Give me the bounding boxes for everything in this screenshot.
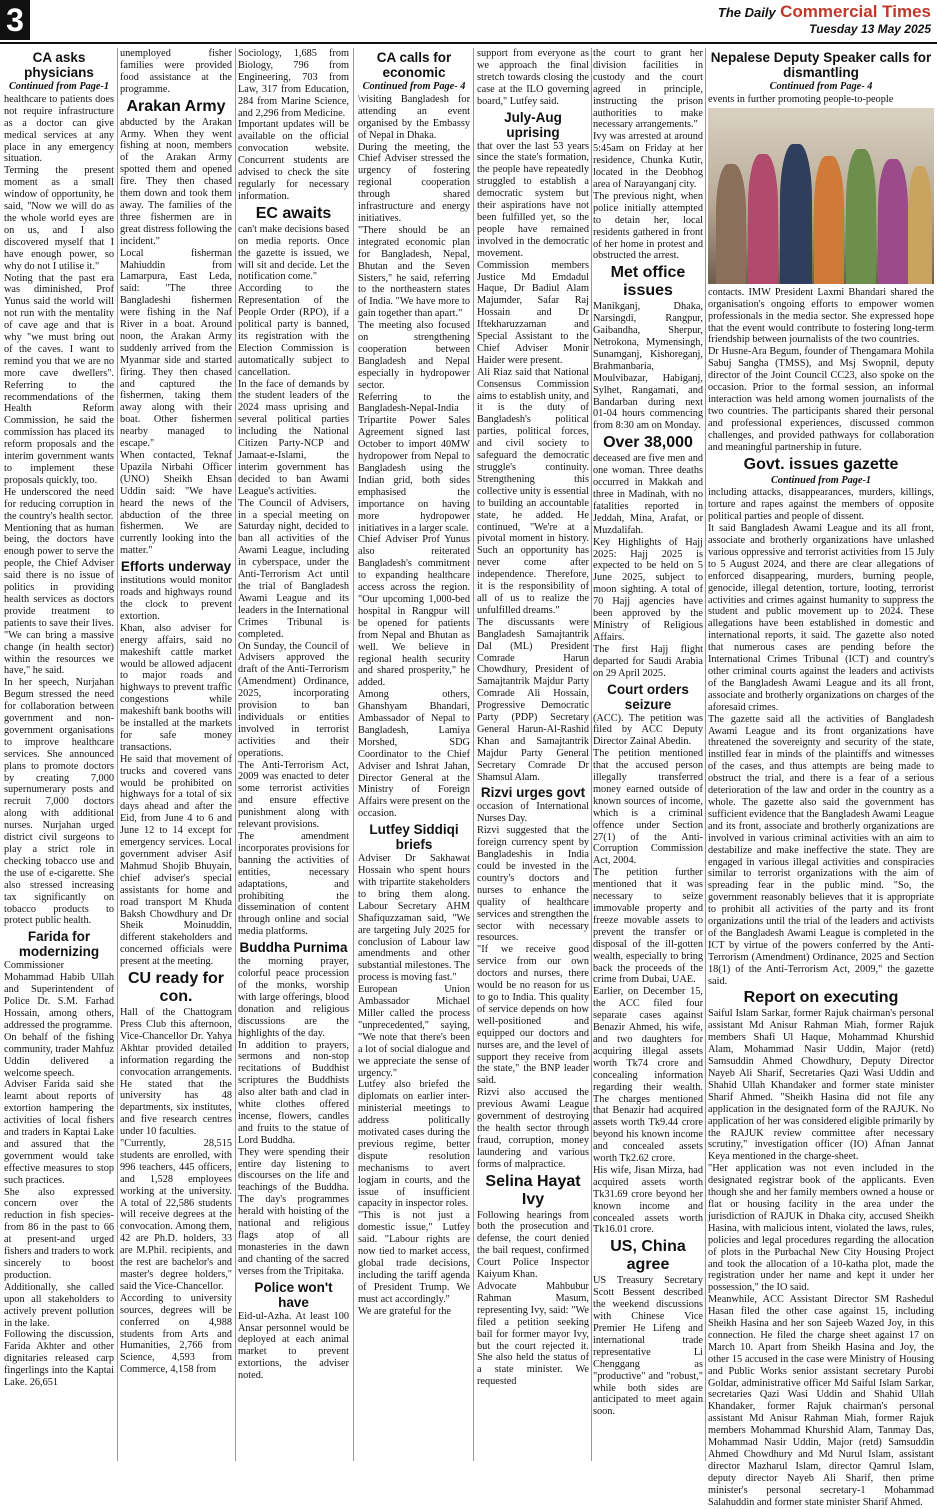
paragraph: Local fisherman Mahiuddin from Lamarpura, East Leda, said: "The three Bangladeshi fishermen were fishing in the Naf River in a boat. Around noon, the Arakan Army suddenly arrived from the Myanmar side and started firing. They then chased and captured the fishermen, taking them away along with their boat. Other fishermen nearby managed to escape." — [120, 247, 232, 450]
headline-govt-issues-gazette: Govt. issues gazette — [743, 455, 899, 473]
paragraph: The first Hajj flight departed for Saudi Arabia on 29 April 2025. — [593, 643, 703, 679]
paragraph: The discussants were Bangladesh Samajtantrik Dal (ML) President Comrade Harun Chowdhury, President of Samajtantrik Majdur Party Comrade Ali Hossain, Progressive Democratic Party (PDP) Secretary General Harun-Al-Rashid Khan and Samajtantrik Majdur Party General Secretary Comrade Dr Shamsul Alam. — [477, 616, 589, 783]
paragraph: Additionally, she called upon all stakeholders to actively prevent pollution in the lake. — [4, 1281, 114, 1329]
paragraph: abducted by the Arakan Army. When they went fishing at noon, members of the Arakan Army spotted them and opened fire. They then chased them down and took them away. The families of the three fishermen are in great distress following the incident." — [120, 116, 232, 247]
paragraph: Among others, Ghanshyam Bhandari, Ambassador of Nepal to Bangladesh, Lamiya Morshed, SDG Coordinator to the Chief Adviser and Ishrat Jahan, Director General at the Ministry of Foreign Affairs were present on the occasion. — [358, 689, 470, 820]
paragraph: It said Bangladesh Awami League and its all front, associate and brotherly organizations have unlashed various oppressive and terrorist activities from 15 July to 5 August 2024, and there are clear allegations of enforced disappearing, murders, burning people, genocide, illegal detention, torture, looting, terrorist activities and crimes against humanity to suppress the student and public movement up to 2024. These allegations have been established in domestic and international reports, it said. The gazette also noted that numerous cases are pending before the International Crimes Tribunal (ICT) and country's other criminal courts against the leaders and activists of the Bangladesh Awami League and its all front, associate and brotherly organizations on charges of the aforesaid crimes. — [708, 523, 934, 713]
paragraph: Noting that the past era was diminished, Prof Yunus said the world will not run with the mentality of cave age and that is why "we must bring out of the caves. I want to remind you that we are no more cave dwellers". Referring to the recommendations of the Health Reform Commission, he said the commission has placed its reform proposals and the interim government wants to implement these proposals quickly, too. — [4, 272, 114, 486]
headline-farida-for-modernizing: Farida for modernizing — [18, 929, 100, 960]
masthead — [718, 2, 931, 36]
brand-name: Commercial Times — [780, 2, 931, 21]
paragraph: "Currently, 28,515 students are enrolled, with 996 teachers, 445 officers, and 1,528 employees working at the university. A total of 22,586 students will receive degrees at the convocation. Among them, 42 are Ph.D. holders, 33 are M.Phil. recipients, and the rest are bachelor's and master's degree holders," said the Vice-Chancellor. — [120, 1138, 232, 1292]
paragraph: Eid-ul-Azha. At least 100 Ansar personnel would be deployed at each animal market to prevent extortions, the adviser noted. — [238, 1310, 349, 1382]
headline-nepalese-deputy-speaker: Nepalese Deputy Speaker calls for dismantling — [710, 50, 932, 80]
column-divider — [235, 48, 236, 1461]
column-divider — [591, 48, 592, 1461]
paragraph: Ali Riaz said that National Consensus Commission aims to establish unity, and it is the duty of Bangladesh's political parties, political forces, and civil society to safeguard the democratic struggle's continuity. Strengthening this collective unity is essential to building an accountable state, he added. He continued, "We're at a pivotal moment in history. Such an opportunity has never come after independence. Therefore, it is the responsibility of all of us to realize the unfulfilled dreams." — [477, 366, 589, 616]
paragraph: Terming the present moment as a small window of opportunity, he said, "Now we will do as the whole world eyes are on us, and I also discovered myself that I have enough power, so why do not I utilise it." — [4, 165, 114, 272]
paragraph: According to the Representation of the People Order (RPO), if a political party is banned, its registration with the Election Commission is automatically subject to cancellation. — [238, 283, 349, 378]
column-7 — [708, 48, 934, 1508]
headline-ec-awaits: EC awaits — [255, 204, 332, 222]
paragraph: Lutfey also briefed the diplomats on earlier inter-ministerial meetings to address politically motivated cases during the previous regime, better dispute resolution mechanisms to avert logjam in courts, and the issue of insufficient capacity in inspector roles. — [358, 1079, 470, 1210]
headline-ca-calls-for-economic: CA calls for economic — [376, 50, 452, 80]
paragraph: We are grateful for the — [358, 1305, 451, 1317]
paragraph: Dr Husne-Ara Begum, founder of Thengamara Mohila Sabuj Sangha (TMSS), and Msj Swopnil, deputy director of the Joint Council CC23, also spoke on the occasion. Prior to the formal session, an informal interaction was held among women journalists of the two countries. The participants shared their personal and professional experiences, discussed common challenges, and provided pathways for collaboration and meaningful partnership in future. — [708, 346, 934, 453]
paragraph: Meanwhile, ACC Assistant Director SM Rashedul Hasan filed the other case against 15, including Sheikh Hasina and her son Sajeeb Wazed Joy, in this connection. He filed the charge sheet against 17 on March 10. Apart from Sheikh Hasina and Joy, the other 15 accused in the case were Ministry of Housing and Public Works senior assistant secretary Purobi Goldar, administrative officer Md Saiful Islam Sarkar, secretaries Qazi Wasi Uddin and Shahid Ullah Khandaker, former Rajuk chairman's personal assistant Md Anisur Rahman Miah, former Rajuk members Mohammad Khurshid Alam, Tanmay Das, Mohammad Nasir Uddin, Major (retd) Samsuddin Ahmed Chowdhury and Md Nurul Islam, assistant director Mazharul Islam, director Qamrul Islam, deputy director Nayeb Ali Sharif, then prime minister's personal secretary-1 Mohammad Salahuddin and former state minister Sharif Ahmed. — [708, 1294, 934, 1508]
paragraph: On Sunday, the Council of Advisers approved the draft of the Anti-Terrorism (Amendment) Ordinance, 2025, incorporating provision to ban individuals or entities involved in terrorist activities and their operations. — [238, 640, 349, 759]
paragraph: institutions would monitor roads and highways round the clock to prevent extortion. — [120, 575, 232, 622]
paragraph: The Council of Advisers, in a special meeting on Saturday night, decided to ban all activities of the Awami League, including in cyberspace, under the Anti-Terrorism Act until the trial of Bangladesh Awami League and its leaders in the International Crimes Tribunal is completed. — [238, 497, 349, 640]
paragraph: They were spending their entire day listening to discourses on the life and teachings of the Buddha. The day's programmes herald with hoisting of the national and religious flags atop of all monasteries in the dawn and chanting of the sacred verses from the Tripitaka. — [238, 1146, 349, 1277]
paragraph: On behalf of the fishing community, trader Mahfuz Uddin delivered a welcome speech. — [4, 1031, 114, 1079]
paragraph: European Union Ambassador Michael Miller called the process "unprecedented," saying, "We note that there's been a lot of social dialogue and we appreciate the sense of urgency." — [358, 984, 470, 1079]
paragraph: the morning prayer, colorful peace procession of the monks, worship with large offerings, blood donation and religious discussions are the highlights of the day. — [238, 956, 349, 1039]
continued-note: Continued from Page-1 — [8, 81, 110, 92]
paragraph: Commissioner Mohammad Habib Ullah and Superintendent of Police Dr. S.M. Farhad Hossain, among others, addressed the programme. — [4, 960, 114, 1031]
column-5 — [477, 48, 589, 1461]
paragraph: events in further promoting people-to-people — [708, 93, 894, 105]
paragraph: In addition to prayers, sermons and non-stop recitations of Buddhist scriptures the Buddhists also alter bath and clad in white clothes offered incense, flowers, candles and fruits to the statue of Lord Buddha. — [238, 1039, 349, 1146]
paragraph: Mentioning that as human being, the doctors have enough power to serve the people, the Chief Adviser said there is no issue of politics in providing health services as doctors provide treatment to patients to save their lives. "We can bring a massive change (in health sector) within the resources we have," he said. — [4, 522, 114, 677]
paragraph: that over the last 53 years since the state's formation, the people have repeatedly struggled to establish a democratic system but their aspirations have not been fulfilled yet, so the people have remained involved in the democratic movement. — [477, 140, 589, 259]
column-divider — [353, 48, 354, 1461]
paragraph: including attacks, disappearances, murders, killings, torture and rapes against the members of opposite political parties and people of dissent. — [708, 487, 934, 523]
paragraph: She also expressed concern over the reduction in fish species-from 86 in the past to 66 at present-and urged fishers and traders to work sincerely to boost production. — [4, 1186, 114, 1281]
paragraph: Commission members Justice Md Emdadul Haque, Dr Badiul Alam Majumder, Safar Raj Hossain and Dr Iftekharuzzaman and Special Assistant to the Chief Adviser Monir Haider were present. — [477, 259, 589, 366]
headline-report-on-executing: Report on executing — [743, 989, 899, 1007]
headline-court-orders-seizure: Court orders seizure — [607, 681, 689, 712]
paragraph: the court to grant her division facilities in custody and the court agreed in principle, instructing the prison authorities to make necessary arrangements." — [593, 48, 703, 131]
continued-note: Continued from Page-1 — [770, 474, 872, 486]
paragraph: The amendment incorporates provisions for banning the activities of entities, necessary adaptations, and prohibiting the dissemination of content through online and social media platforms. — [238, 831, 349, 938]
paragraph: deceased are five men and one woman. Three deaths occurred in Makkah and three in Madinah, with no fatalities reported in Jeddah, Mina, Arafat, or Muzdalifah. — [593, 453, 703, 536]
paragraph: The meeting also focused on strengthening cooperation between Bangladesh and Nepal especially in hydropower sector. — [358, 320, 470, 391]
headline-over-38000: Over 38,000 — [603, 434, 693, 452]
paragraph: The Anti-Terrorism Act, 2009 was enacted to deter some terrorist activities and ensure effective punishment along with relevant provisions. — [238, 759, 349, 831]
paragraph: In the face of demands by the student leaders of the 2024 mass uprising and several political parties including the National Citizen Party-NCP and Jamaat-e-Islami, the interim government has decided to ban Awami League's activities. — [238, 378, 349, 497]
paragraph: Khan, also adviser for energy affairs, said no makeshift cattle market would be allowed adjacent to major roads and highways to prevent traffic congestions while makeshift bank booths will be installed at the markets for safe money transactions. — [120, 622, 232, 753]
paragraph: Chief Adviser Prof Yunus also reiterated Bangladesh's commitment to expanding healthcare access across the region. "Our upcoming 1,000-bed hospital in Rangpur will be opened for patients from Nepal and Bhutan as well. We believe in regional health security and shared prosperity," he added. — [358, 534, 470, 689]
paragraph: "Her application was not even included in the designated registrar book of the applicants. Even though she and her family members owned a house or flat or housing facility in the area under the jurisdiction of RAJUK in Dhaka city, accused Sheikh Hasina, with malicious intent, violated the laws, rules, policies and legal procedures regarding the allocation of plots in the Purbachal New City Housing Project and took the allocation of a 10-katha plot, made the registration under her name and kept it under her possession," the IO said. — [708, 1163, 934, 1294]
paragraph: Rizvi suggested that the foreign currency spent by Bangladeshis in India could be invested in the country's doctors and nurses to enhance the quality of healthcare services and strengthen the sector with necessary resources. — [477, 825, 589, 944]
issue-date: Tuesday 13 May 2025 — [809, 22, 931, 36]
paragraph: (ACC). The petition was filed by ACC Deputy Director Zainal Abedin. — [593, 712, 703, 748]
headline-ca-asks-physicians: CA asks physicians — [24, 50, 94, 80]
continued-note: Continued from Page- 4 — [769, 81, 873, 92]
paragraph: When contacted, Teknaf Upazila Nirbahi Officer (UNO) Sheikh Ehsan Uddin said: "We have heard the news of the abduction of the three fishermen. We are currently looking into the matter." — [120, 450, 232, 557]
column-1 — [4, 48, 114, 1461]
column-4 — [358, 48, 470, 1461]
paragraph: unemployed fisher families were provided food assistance at the programme. — [120, 48, 232, 95]
paragraph: occasion of International Nurses Day. — [477, 801, 589, 825]
paragraph: Referring to the Bangladesh-Nepal-India Tripartite Power Sales Agreement signed last October to import 40MW hydropower from Nepal to Bangladesh using the Indian grid, both sides emphasised the importance on having more hydropower initiatives in a larger scale. — [358, 391, 470, 534]
paragraph: Rizvi also accused the previous Awami League government of destroying the health sector through fraud, corruption, money laundering and various forms of malpractice. — [477, 1087, 589, 1170]
paragraph: He said that movement of trucks and covered vans would be prohibited on highways for a total of six days ahead and after the Eid, from June 4 to 6 and June 12 to 14 except for emergency services. Local government adviser Asif Mahmud Shojib Bhuyain, chief adviser's special assistants for home and road transport M Khuda Baksh Chowdhury and Dr Sheik Moinuddin, different stakeholders and concerned officials were present at the meeting. — [120, 753, 232, 968]
paragraph: Key Highlights of Hajj 2025: Hajj 2025 is expected to be held on 5 June 2025, subject to moon sighting. A total of 70 Hajj agencies have been approved by the Ministry of Religious Affairs. — [593, 536, 703, 643]
column-divider — [117, 48, 118, 1461]
paragraph: US Treasury Secretary Scott Bessent described the weekend discussions with Chinese Vice Premier He Lifeng and international trade representative Li Chenggang as "productive" and "robust," while both sides are anticipated to meet again soon. — [593, 1275, 703, 1418]
headline-selina-hayat-ivy: Selina Hayat Ivy — [485, 1172, 581, 1208]
paragraph: Hall of the Chattogram Press Club this afternoon, Vice-Chancellor Dr. Yahya Akhtar provided detailed information regarding the convocation arrangements. He stated that the university has 48 departments, six institutes, and five research centres under 10 faculties. — [120, 1007, 232, 1138]
paragraph: The gazette said all the activities of Bangladesh Awami League and its front organizations have threatened the sovereignty and security of the state, instilled fear in minds of the plaintiffs and witnesses of the cases, and thus attempts are being made to obstruct the trial, and there is a fear of a serious deterioration of the law and order in the country as a whole. The gazette also said the government has sufficient evidence that the Bangladesh Awami League and its front, associate and brotherly organizations are involved in various criminal activities with an aim to destabilize and make ineffective the state. They are engaged in various illegal activities and conspiracies similar to terrorist organizations with the aim of spreading fear in the public mind. "So, the government reasonably believes that it is appropriate to prohibit all activities of the party and its front organizations until the trial of the leaders and activists of the Bangladesh Awami League is completed in the ICT by virtue of the powers conferred by the Anti-Terrorism (Amendment) Ordinance, 2025 and Section 18(1) of the Anti-Terrorism Act, 2009," the gazette said. — [708, 713, 934, 987]
paragraph: can't make decisions based on media reports. Once the gazette is issued, we will sit and decide. Let the notification come." — [238, 223, 349, 283]
paragraph: Earlier, on December 15, the ACC filed four separate cases against Benazir Ahmed, his wife, and two daughters for acquiring illegal assets worth Tk74 crore and concealing information regarding their wealth. The charges mentioned that Benazir had acquired assets worth Tk9.44 crore beyond his known income and concealed assets worth Tk2.62 crore. — [593, 986, 703, 1165]
paragraph: Following hearings from both the prosecution and defense, the court denied the bail request, confirmed Court Police Inspector Kaiyum Khan. — [477, 1209, 589, 1281]
paragraph: \visiting Bangladesh for attending an event organised by the Embassy of Nepal in Dhaka. — [358, 93, 470, 141]
paragraph: "If we receive good service from our own doctors and nurses, there would be no reason for us to go to India. This quality of service depends on how well-positioned and equipped our doctors and nurses are, and the level of support they receive from the state," the BNP leader said. — [477, 944, 589, 1087]
paragraph: He underscored the need for reducing corruption in the country's health sector. — [4, 486, 114, 522]
paragraph: Advocate Mahbubur Rahman Masum, representing Ivy, said: "We filed a petition seeking bail for former mayor Ivy, but the court rejected it. She also held the status of a state minister. We requested — [477, 1281, 589, 1388]
brand-prefix: The Daily — [717, 5, 776, 20]
headline-us-china-agree: US, China agree — [610, 1238, 686, 1274]
column-6 — [593, 48, 703, 1461]
column-divider — [473, 48, 474, 1461]
paragraph: "There should be an integrated economic plan for Bangladesh, Nepal, Bhutan and the Seven Sisters," he said, referring to the northeastern states of India. "We have more to gain together than apart." — [358, 224, 470, 320]
paragraph: Sociology, 1,685 from Biology, 796 from Engineering, 703 from Law, 317 from Education, 284 from Marine Science, and 2,296 from Medicine. — [238, 48, 349, 119]
headline-lutfey-siddiqi-briefs: Lutfey Siddiqi briefs — [369, 822, 459, 853]
paragraph: Adviser Dr Sakhawat Hossain who spent hours with tripartite stakeholders to bring them along. Labour Secretary AHM Shafiquzzaman said, "We are targeting July 2025 for conclusion of Labour law amendments and other substantial milestones. The process is moving fast." — [358, 853, 470, 984]
paragraph: During the meeting, the Chief Adviser stressed the urgency of fostering regional cooperation through shared infrastructure and energy initiatives. — [358, 141, 470, 224]
headline-rizvi-urges-govt: Rizvi urges govt — [480, 785, 586, 801]
paragraph: Important updates will be available on the official convocation website. Concurrent students are advised to check the site regularly for necessary information. — [238, 119, 349, 202]
event-photo — [708, 108, 934, 284]
paragraph: Following the discussion, Farida Akhter and other dignitaries released carp fingerlings into the Kaptai Lake. 26,651 — [4, 1329, 114, 1389]
column-2 — [120, 48, 232, 1461]
column-3 — [238, 48, 349, 1461]
paragraph: The petition mentioned that the accused person illegally transferred money earned outside of known sources of income, which is a criminal offence under Section 27(1) of the Anti-Corruption Commission Act, 2004. — [593, 748, 703, 867]
paragraph: The previous night, when police initially attempted to detain her, local residents gathered in front of her home in protest and obstructed the arrest. — [593, 190, 703, 262]
paragraph: healthcare to patients does not require infrastructure as a doctor can give medical services at any place in any emergency situation. — [4, 93, 114, 165]
headline-efforts-underway: Efforts underway — [120, 559, 232, 575]
paragraph: The petition further mentioned that it was necessary to seize immovable property and freeze movable assets to prevent the transfer or disposal of the ill-gotten wealth, especially to bring back the proceeds of the crime from Dubai, UAE. — [593, 867, 703, 986]
headline-cu-ready: CU ready for con. — [127, 970, 225, 1006]
paragraph: Manikganj, Dhaka, Narsingdi, Rangpur, Gaibandha, Sherpur, Netrokona, Mymensingh, Sunamganj, Kishoreganj, Brahmanbaria, Moulvibazar, Habiganj, Sylhet, Rangamati, and Bandarban during next 01-04 hours commencing from 8:30 am on Monday. — [593, 301, 703, 432]
paragraph: According to university sources, degrees will be conferred on 4,988 students from Arts and Humanities, 2,766 from Science, 4,593 from Commerce, 4,158 from — [120, 1292, 232, 1376]
column-divider — [705, 48, 706, 1461]
paragraph: Saiful Islam Sarkar, former Rajuk chairman's personal assistant Md Anisur Rahman Miah, former Rajuk members Shafi Ul Haque, Mohammad Khurshid Alam, Mohammad Nasir Uddin, Major (retd) Samsuddin Ahmed Chowdhury, Deputy Director Nayeb Ali Sharif, Secretaries Qazi Wasi Uddin and Shahid Ullah Khandaker and former state minister Sharif Ahmed. "Sheikh Hasina did not file any application in the designated form of the RAJUK. No application of her was considered eligible primarily by the RAJUK review committee after necessary scrutiny," investigation officer (IO) Afnan Jannat Keya mentioned in the charge-sheet. — [708, 1008, 934, 1163]
paragraph: His wife, Jisan Mirza, had acquired assets worth Tk31.69 crore beyond her known income and concealed assets worth Tk16.01 crore. — [593, 1164, 703, 1236]
headline-met-office-issues: Met office issues — [610, 264, 686, 300]
paragraph: In her speech, Nurjahan Begum stressed the need for collaboration between government and non-government organisations to improve healthcare services. She announced plans to promote doctors by creating 7,000 supernumerary posts and recruit 7,000 doctors along with additional nurses. Nurjahan urged district civil surgeons to play a strict role in checking tobacco use and the use of e-cigarette. She also stressed increasing tax significantly on tobacco products to protect public health. — [4, 677, 114, 927]
headline-buddha-purnima: Buddha Purnima — [239, 940, 348, 956]
headline-arakan-army: Arakan Army — [126, 97, 226, 115]
continued-note: Continued from Page- 4 — [362, 81, 466, 92]
paragraph: support from everyone as we approach the final stretch towards closing the case at the ILO governing board," Lutfey said. — [477, 48, 589, 107]
page-number: 3 — [0, 0, 30, 40]
paragraph: contacts. IMW President Laxmi Bhandari shared the organisation's ongoing efforts to empower women professionals in the media sector. She expressed hope that the event would contribute to fostering long-term friendship between journalists of the two countries. — [708, 286, 934, 346]
paragraph: Ivy was arrested at around 5:45am on Friday at her residence, Chunka Kutir, located in the Deobhog area of Narayanganj city. — [593, 131, 703, 190]
headline-july-aug-uprising: July-Aug uprising — [504, 109, 562, 140]
headline-police-wont-have: Police won't have — [254, 1279, 333, 1310]
header-rule — [0, 42, 937, 44]
paragraph: Adviser Farida said she learnt about reports of extortion hampering the activities of local fishers and traders in Kaptai Lake and assured that the government would take effective measures to stop such practices. — [4, 1079, 114, 1186]
paragraph: "This is not just a domestic issue," Lutfey said. "Labour rights are now tied to market access, global trade decisions, including the tariff agenda of President Trump. We must act accordingly." — [358, 1210, 470, 1305]
